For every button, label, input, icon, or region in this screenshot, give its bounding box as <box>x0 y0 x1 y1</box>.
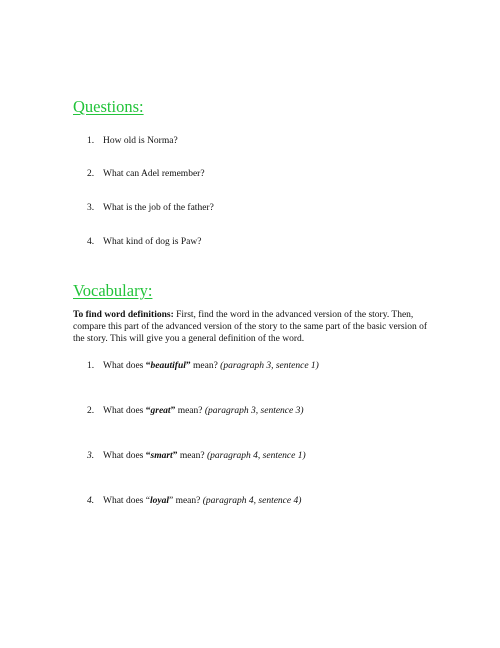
question-number: 3. <box>87 203 95 213</box>
vocab-suffix: mean? <box>175 406 205 416</box>
vocab-number: 3. <box>87 451 95 461</box>
vocab-prefix: What does <box>103 451 146 461</box>
vocab-suffix: mean? <box>190 361 221 371</box>
vocab-number: 2. <box>87 406 95 416</box>
vocab-item <box>87 360 319 372</box>
vocab-word: great <box>150 406 171 416</box>
question-number: 4. <box>87 237 95 247</box>
instructions-label: To find word definitions: <box>73 310 174 320</box>
vocab-item <box>87 405 304 417</box>
vocab-prefix: What does <box>103 496 146 506</box>
vocab-close-quote: ” <box>170 406 176 416</box>
vocab-open-quote: “ <box>145 496 150 506</box>
question-text: What can Adel remember? <box>103 169 205 179</box>
vocab-open-quote: “ <box>145 361 151 371</box>
vocab-close-quote: ” <box>172 451 178 461</box>
question-item <box>87 236 201 248</box>
vocab-open-quote: “ <box>145 451 151 461</box>
vocab-reference: (paragraph 4, sentence 1) <box>206 451 306 461</box>
question-number: 2. <box>87 169 95 179</box>
vocab-word: loyal <box>149 496 169 506</box>
vocab-close-quote: ” <box>185 361 191 371</box>
vocabulary-instructions <box>73 309 433 345</box>
vocab-reference: (paragraph 3, sentence 1) <box>220 361 319 371</box>
vocab-suffix: mean? <box>173 496 203 506</box>
vocab-prefix: What does <box>103 406 146 416</box>
vocab-number: 4. <box>87 496 95 506</box>
vocabulary-heading: Vocabulary: <box>73 281 153 300</box>
question-text: How old is Norma? <box>103 136 178 146</box>
question-text: What kind of dog is Paw? <box>103 237 202 247</box>
vocab-suffix: mean? <box>177 451 207 461</box>
vocab-reference: (paragraph 3, sentence 3) <box>204 406 304 416</box>
vocab-word: beautiful <box>150 361 186 371</box>
vocab-reference: (paragraph 4, sentence 4) <box>202 496 302 506</box>
vocab-number: 1. <box>87 361 95 371</box>
vocab-item <box>87 495 301 507</box>
questions-heading: Questions: <box>73 97 144 116</box>
question-number: 1. <box>87 136 95 146</box>
vocab-prefix: What does <box>103 361 146 371</box>
question-text: What is the job of the father? <box>103 203 214 213</box>
vocab-open-quote: “ <box>145 406 151 416</box>
instructions-text: First, find the word in the advanced version of the story. Then, compare this part of the advanced version of the story to the same part of the basic version of the story. This will give you a general definition of the word. <box>73 310 428 344</box>
question-item <box>87 135 178 147</box>
question-item <box>87 168 205 180</box>
vocab-item <box>87 450 306 462</box>
vocab-close-quote: ” <box>168 496 174 506</box>
vocab-word: smart <box>150 451 173 461</box>
question-item <box>87 202 214 214</box>
